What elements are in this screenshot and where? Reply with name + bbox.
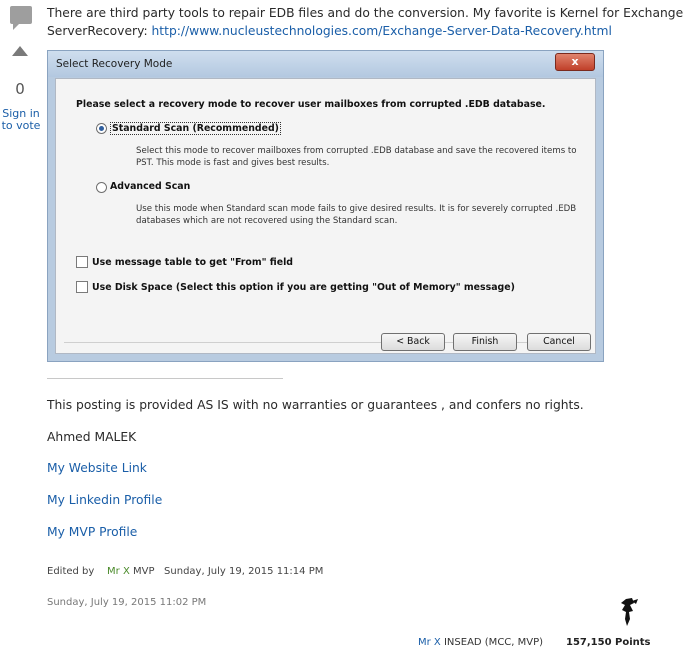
- advanced-scan-radio: [96, 182, 107, 193]
- post-body: [47, 4, 687, 40]
- editor-name-link[interactable]: Mr X: [107, 566, 130, 577]
- dialog-title: Select Recovery Mode: [56, 58, 173, 70]
- dialog-heading: Please select a recovery mode to recover user mailboxes from corrupted .EDB database.: [76, 99, 546, 110]
- author-points: 157,150 Points: [566, 637, 651, 648]
- standard-scan-description: Select this mode to recover mailboxes from corrupted .EDB database and save the recovered items to PST. This mode is fast and gives best results.: [136, 146, 577, 168]
- message-table-label: Use message table to get "From" field: [92, 257, 294, 268]
- back-button: < Back: [381, 333, 445, 351]
- close-icon: x: [555, 53, 595, 71]
- sign-in-to-vote-link[interactable]: Sign in to vote: [1, 107, 41, 132]
- edited-by-label: Edited by: [47, 566, 95, 577]
- message-table-checkbox: [76, 256, 88, 268]
- advanced-scan-description: Use this mode when Standard scan mode fails to give desired results. It is for severely corrupted .EDB databases which are not recovered using the Standard scan.: [136, 204, 577, 226]
- editor-mvp-badge: MVP: [133, 566, 155, 577]
- author-signature-name: Ahmed MALEK: [47, 430, 137, 444]
- standard-scan-label: Standard Scan (Recommended): [112, 123, 279, 134]
- edit-date: Sunday, July 19, 2015 11:14 PM: [164, 566, 324, 577]
- post-timestamp: Sunday, July 19, 2015 11:02 PM: [47, 597, 207, 608]
- recovery-dialog-screenshot: [47, 50, 604, 362]
- mvp-profile-link[interactable]: My MVP Profile: [47, 525, 138, 539]
- standard-scan-radio: [96, 123, 107, 134]
- edit-info: [47, 566, 323, 577]
- comment-icon: [10, 6, 32, 24]
- author-avatar-icon[interactable]: [616, 597, 640, 627]
- recovery-tool-link[interactable]: http://www.nucleustechnologies.com/Exchange-Server-Data-Recovery.html: [151, 24, 612, 38]
- vote-up-arrow-icon[interactable]: [12, 46, 28, 56]
- dialog-body: [55, 78, 596, 354]
- disclaimer-text: This posting is provided AS IS with no warranties or guarantees , and confers no rights.: [47, 398, 584, 412]
- signature-divider: [47, 378, 283, 379]
- cancel-button: Cancel: [527, 333, 591, 351]
- author-info: [418, 637, 543, 648]
- linkedin-profile-link[interactable]: My Linkedin Profile: [47, 493, 163, 507]
- advanced-scan-label: Advanced Scan: [110, 181, 191, 192]
- post-intro-text: There are third party tools to repair EDB files and do the conversion. My favorite is Kernel for Exchange ServerRecovery:: [47, 6, 684, 38]
- dialog-titlebar: [48, 51, 603, 77]
- website-link[interactable]: My Website Link: [47, 461, 147, 475]
- vote-count: 0: [15, 80, 25, 98]
- disk-space-checkbox: [76, 281, 88, 293]
- author-name-link[interactable]: Mr X: [418, 637, 441, 648]
- finish-button: Finish: [453, 333, 517, 351]
- disk-space-label: Use Disk Space (Select this option if you are getting "Out of Memory" message): [92, 282, 515, 293]
- author-affiliation: INSEAD (MCC, MVP): [443, 637, 544, 648]
